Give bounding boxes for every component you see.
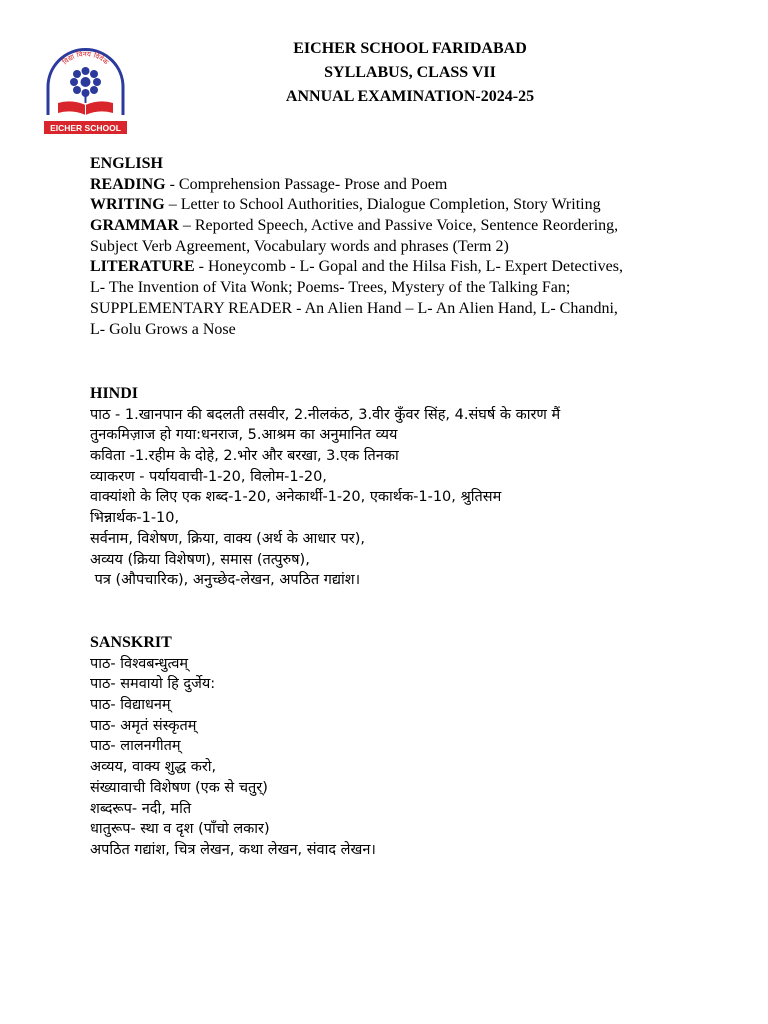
reading-line xyxy=(90,175,690,196)
sanskrit-line: पाठ- विश्वबन्धुत्वम् xyxy=(90,655,189,672)
grammar-text: – Reported Speech, Active and Passive Voice, Sentence Reordering, xyxy=(178,217,619,235)
logo-text: EICHER SCHOOL xyxy=(50,123,121,133)
writing-text: – Letter to School Authorities, Dialogue Completion, Story Writing xyxy=(164,196,601,214)
grammar-line xyxy=(90,216,690,237)
hindi-line: व्याकरण - पर्यायवाची-1-20, विलोम-1-20, xyxy=(90,468,327,485)
writing-line xyxy=(90,195,690,216)
grammar-line-2: Subject Verb Agreement, Vocabulary words and phrases (Term 2) xyxy=(90,237,509,255)
hindi-line: तुनकमिज़ाज हो गया:धनराज, 5.आश्रम का अनुमानित व्यय xyxy=(90,427,398,444)
sanskrit-line: पाठ- विद्याधनम् xyxy=(90,697,171,714)
sanskrit-line: अव्यय, वाक्य शुद्ध करो, xyxy=(90,759,217,776)
logo-motto: विद्या विनय विवेक xyxy=(61,50,110,67)
hindi-heading: HINDI xyxy=(90,385,139,402)
hindi-line: कविता -1.रहीम के दोहे, 2.भोर और बरखा, 3.एक तिनका xyxy=(90,448,399,465)
writing-label: WRITING xyxy=(90,196,165,214)
literature-label: LITERATURE xyxy=(90,258,195,276)
supplementary-line-2: L- Golu Grows a Nose xyxy=(90,320,236,338)
sanskrit-line: धातुरूप- स्था व दृश (पाँचो लकार) xyxy=(90,821,270,838)
hindi-line: पत्र (औपचारिक), अनुच्छेद-लेखन, अपठित गद्यांश। xyxy=(90,572,361,589)
literature-text: - Honeycomb - L- Gopal and the Hilsa Fish, L- Expert Detectives, xyxy=(194,258,623,276)
sanskrit-line: शब्दरूप- नदी, मति xyxy=(90,800,192,817)
school-name: EICHER SCHOOL FARIDABAD xyxy=(293,40,527,57)
sanskrit-line: पाठ- लालनगीतम् xyxy=(90,738,181,755)
hindi-line: भिन्नार्थक-1-10, xyxy=(90,510,180,527)
sanskrit-heading: SANSKRIT xyxy=(90,634,172,651)
reading-text: - Comprehension Passage- Prose and Poem xyxy=(165,175,448,193)
literature-line xyxy=(90,257,690,278)
syllabus-title: SYLLABUS, CLASS VII xyxy=(324,64,496,81)
grammar-label: GRAMMAR xyxy=(90,217,179,235)
sanskrit-line: अपठित गद्यांश, चित्र लेखन, कथा लेखन, संवाद लेखन। xyxy=(90,841,376,858)
exam-title: ANNUAL EXAMINATION-2024-25 xyxy=(285,88,535,105)
sanskrit-section xyxy=(90,633,690,861)
reading-label: READING xyxy=(90,175,166,193)
hindi-line: वाक्यांशो के लिए एक शब्द-1-20, अनेकार्थी-1-20, एकार्थक-1-10, श्रुतिसम xyxy=(90,489,502,506)
sanskrit-line: पाठ- समवायो हि दुर्जेय: xyxy=(90,676,216,693)
supplementary-line: SUPPLEMENTARY READER - An Alien Hand – L- An Alien Hand, L- Chandni, xyxy=(90,299,618,317)
english-heading: ENGLISH xyxy=(90,155,163,172)
english-section xyxy=(90,154,690,340)
hindi-line: पाठ - 1.खानपान की बदलती तसवीर, 2.नीलकंठ, 3.वीर कुँवर सिंह, 4.संघर्ष के कारण मैं xyxy=(90,406,561,423)
sanskrit-line: पाठ- अमृतं संस्कृतम् xyxy=(90,717,197,734)
sanskrit-line: संख्यावाची विशेषण (एक से चतुर्) xyxy=(90,779,268,796)
hindi-line: अव्यय (क्रिया विशेषण), समास (तत्पुरुष), xyxy=(90,551,310,568)
hindi-line: सर्वनाम, विशेषण, क्रिया, वाक्य (अर्थ के आधार पर), xyxy=(90,530,366,547)
hindi-section xyxy=(90,384,690,591)
literature-line-2: L- The Invention of Vita Wonk; Poems- Trees, Mystery of the Talking Fan; xyxy=(90,279,571,297)
